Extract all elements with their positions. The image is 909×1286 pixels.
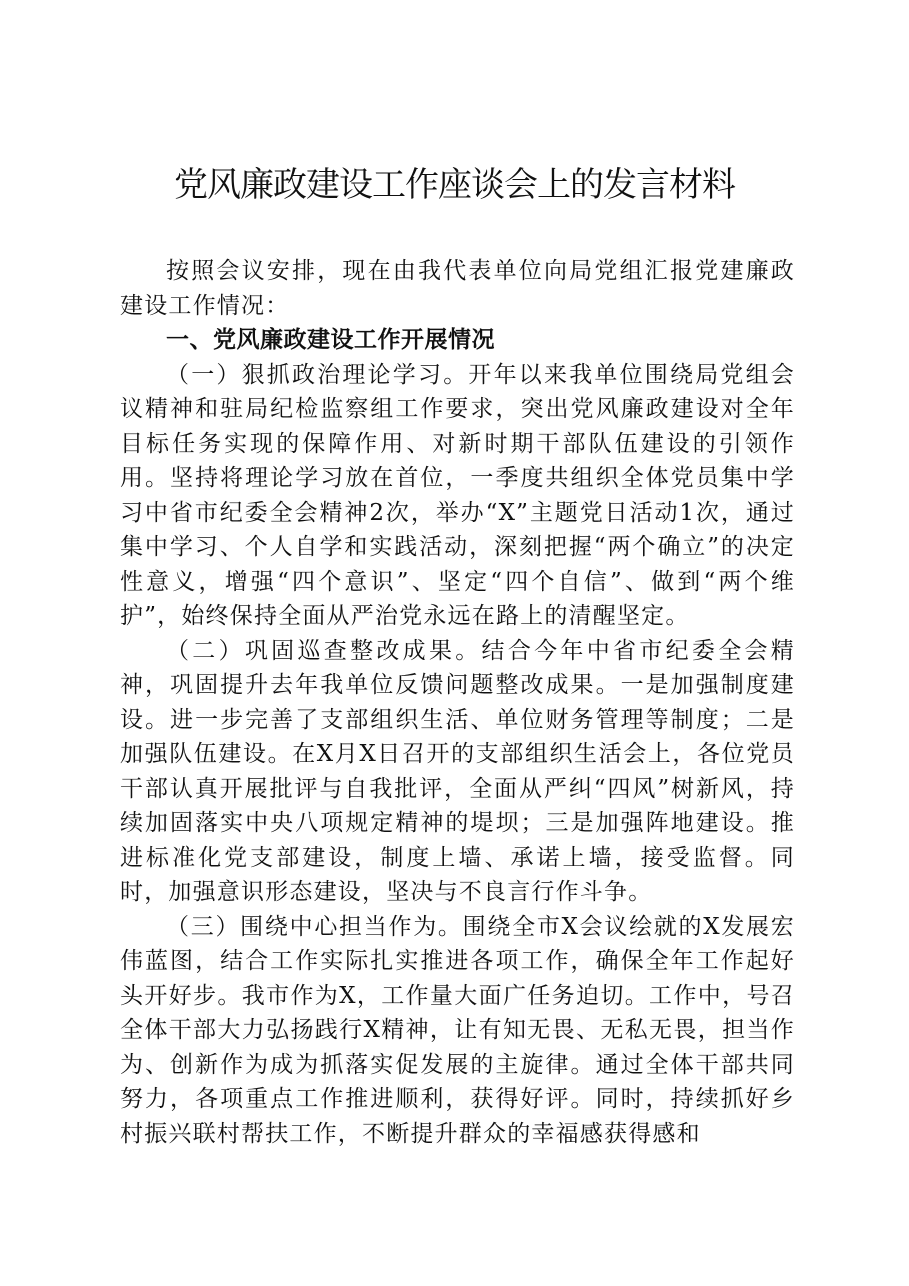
document-body — [120, 254, 795, 1151]
paragraph-2 — [120, 634, 795, 910]
paragraph-1 — [120, 358, 795, 634]
intro-paragraph: 按照会议安排，现在由我代表单位向局党组汇报党建廉政建设工作情况： — [120, 258, 795, 319]
paragraph-3 — [120, 910, 795, 1152]
document-title: 党风廉政建设工作座谈会上的发言材料 — [174, 165, 735, 205]
paragraph-3-heading: （三）围绕中心担当作为。 — [166, 913, 463, 940]
section-heading: 一、党风廉政建设工作开展情况 — [166, 327, 495, 353]
paragraph-1-heading: （一）狠抓政治理论学习。 — [166, 361, 469, 388]
paragraph-2-heading: （二）巩固巡查整改成果。 — [166, 637, 482, 664]
paragraph-2-body: 结合今年中省市纪委全会精神，巩固提升去年我单位反馈问题整改成果。一是加强制度建设。进一步完善了支部组织生活、单位财务管理等制度；二是加强队伍建设。在X月X日召开的支部组织生活会上，各位党员干部认真开展批评与自我批评，全面从严纠“四风”树新风，持续加固落实中央八项规定精神的堤坝；三是加强阵地建设。推进标准化党支部建设，制度上墙、承诺上墙，接受监督。同时，加强意识形态建设，坚决与不良言行作斗争。 — [120, 637, 795, 905]
paragraph-1-body: 开年以来我单位围绕局党组会议精神和驻局纪检监察组工作要求，突出党风廉政建设对全年目标任务实现的保障作用、对新时期干部队伍建设的引领作用。坚持将理论学习放在首位，一季度共组织全体党员集中学习中省市纪委全会精神2次，举办“X”主题党日活动1次，通过集中学习、个人自学和实践活动，深刻把握“两个确立”的决定性意义，增强“四个意识”、坚定“四个自信”、做到“两个维护”，始终保持全面从严治党永远在路上的清醒坚定。 — [120, 361, 795, 629]
paragraph-3-body: 围绕全市X会议绘就的X发展宏伟蓝图，结合工作实际扎实推进各项工作，确保全年工作起好头开好步。我市作为X，工作量大面广任务迫切。工作中，号召全体干部大力弘扬践行X精神，让有知无畏、无私无畏，担当作为、创新作为成为抓落实促发展的主旋律。通过全体干部共同努力，各项重点工作推进顺利，获得好评。同时，持续抓好乡村振兴联村帮扶工作，不断提升群众的幸福感获得感和 — [120, 913, 795, 1147]
